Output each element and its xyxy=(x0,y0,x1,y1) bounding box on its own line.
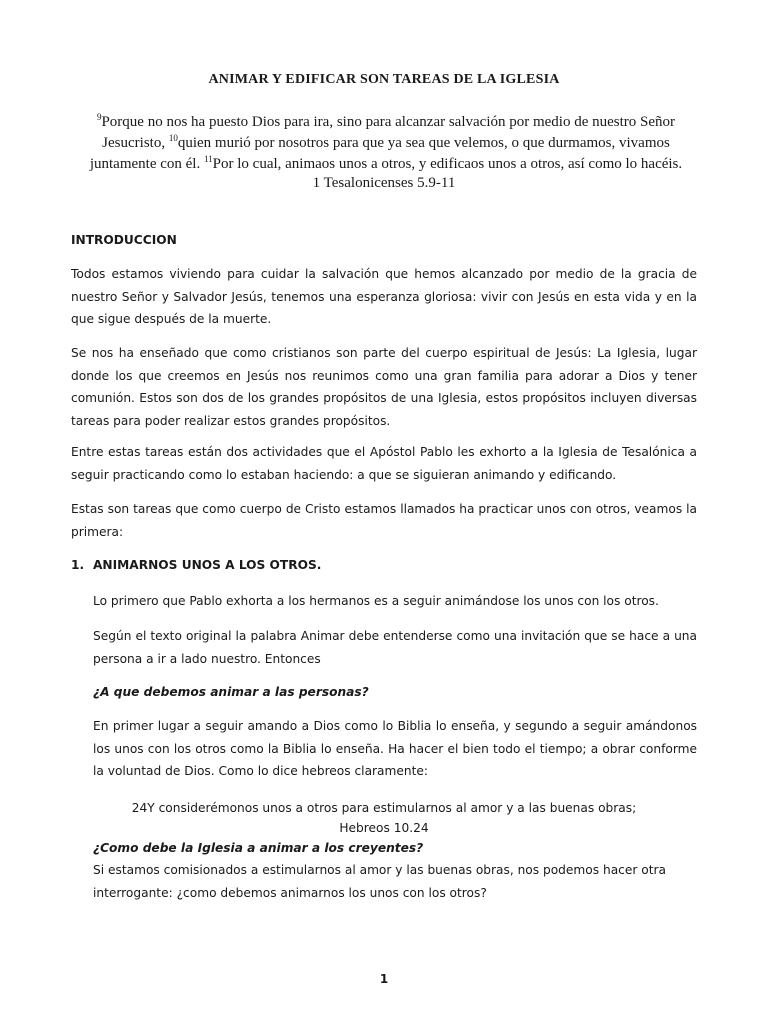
hebrews-quote: 24Y considerémonos unos a otros para estimularnos al amor y a las buenas obras; xyxy=(131,801,637,815)
verse-number-10: 10 xyxy=(168,133,178,143)
section-paragraph-2: Según el texto original la palabra Animar debe entenderse como una invitación que se hace a una persona a ir a lado nuestro. Entonces xyxy=(93,629,697,666)
intro-heading: INTRODUCCION xyxy=(71,233,177,247)
section-question-1: ¿A que debemos animar a las personas? xyxy=(93,685,369,699)
verse-number-9: 9 xyxy=(96,112,102,122)
section-paragraph-3: En primer lugar a seguir amando a Dios como lo Biblia lo enseña, y segundo a seguir amándonos los unos con los otros como la Biblia lo enseña. Ha hacer el bien todo el tiempo; a obrar conforme la voluntad de Dios. Como lo dice hebreos claramente: xyxy=(93,719,697,778)
verse-text-10: quien murió por nosotros para que ya sea que velemos, o que durmamos, vivamos juntamente con él. xyxy=(89,135,670,172)
section-heading: ANIMARNOS UNOS A LOS OTROS. xyxy=(93,558,322,572)
intro-paragraph-2: Se nos ha enseñado que como cristianos son parte del cuerpo espiritual de Jesús: La Iglesia, lugar donde los que creemos en Jesús nos reunimos como una gran familia para adorar a Dios y tener comunión. Estos son dos de los grandes propósitos de una Iglesia, estos propósitos incluyen diversas tareas para poder realizar estos grandes propósitos. xyxy=(71,346,697,428)
verse-text-9: Porque no nos ha puesto Dios para ira, sino para alcanzar salvación por medio de nuestro Señor Jesucristo, xyxy=(101,114,676,151)
verse-number-11: 11 xyxy=(203,154,213,164)
intro-paragraph-3: Entre estas tareas están dos actividades que el Apóstol Pablo les exhorto a la Iglesia de Tesalónica a seguir practicando como lo estaban haciendo: a que se siguieran animando y edificando. xyxy=(71,445,697,482)
intro-paragraph-4: Estas son tareas que como cuerpo de Cristo estamos llamados ha practicar unos con otros, veamos la primera: xyxy=(71,502,697,539)
epigraph-reference: 1 Tesalonicenses 5.9-11 xyxy=(312,175,456,191)
section-paragraph-1: Lo primero que Pablo exhorta a los hermanos es a seguir animándose los unos con los otros. xyxy=(93,594,659,608)
intro-paragraph-1: Todos estamos viviendo para cuidar la salvación que hemos alcanzado por medio de la gracia de nuestro Señor y Salvador Jesús, tenemos una esperanza gloriosa: vivir con Jesús en esta vida y en la que sigue después de la muerte. xyxy=(71,267,697,326)
section-paragraph-4: Si estamos comisionados a estimularnos al amor y las buenas obras, nos podemos hacer otra interrogante: ¿como debemos animarnos los unos con los otros? xyxy=(93,863,666,900)
page-number: 1 xyxy=(379,972,389,986)
document-title: ANIMAR Y EDIFICAR SON TAREAS DE LA IGLESIA xyxy=(208,72,560,87)
epigraph-verse xyxy=(70,112,702,175)
section-question-2: ¿Como debe la Iglesia a animar a los creyentes? xyxy=(93,841,424,855)
verse-text-11: Por lo cual, animaos unos a otros, y edificaos unos a otros, así como lo hacéis. xyxy=(212,156,683,172)
section-number: 1. xyxy=(71,558,85,572)
hebrews-reference: Hebreos 10.24 xyxy=(339,821,429,835)
